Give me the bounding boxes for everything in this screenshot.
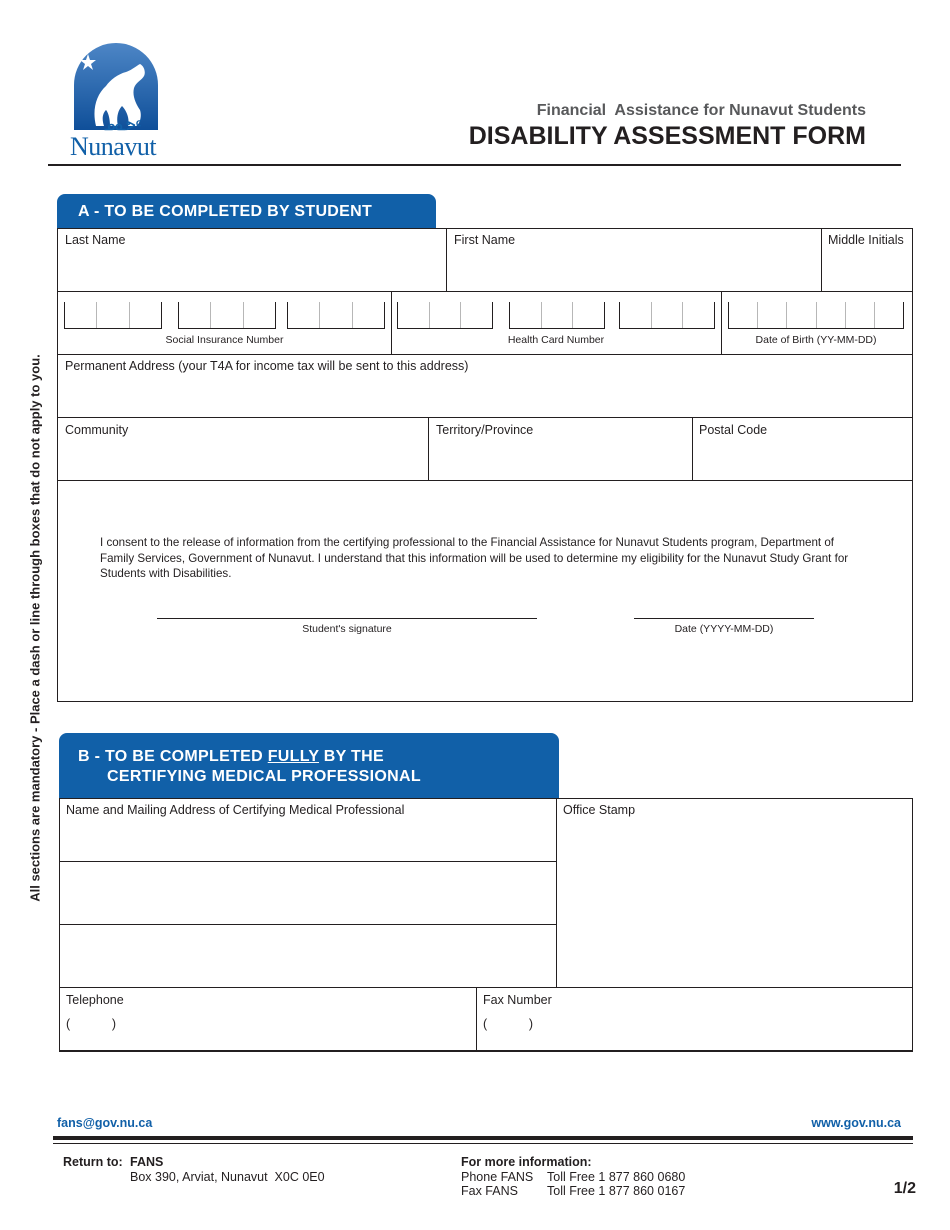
- return-label: Return to:: [63, 1155, 123, 1169]
- nunavut-logo: [66, 40, 166, 161]
- footer-rule-thin: [53, 1143, 913, 1144]
- section-b-heading-line1: [78, 747, 559, 767]
- section-b-heading-suffix: BY THE: [319, 748, 384, 765]
- name-address-field[interactable]: Name and Mailing Address of Certifying Medical Professional: [66, 803, 405, 817]
- dob-label: Date of Birth (YY-MM-DD): [755, 334, 877, 346]
- signature-label: Student's signature: [302, 623, 392, 635]
- footer-rule-thick: [53, 1136, 913, 1140]
- date-line[interactable]: [634, 618, 814, 619]
- telephone-label: Telephone: [66, 993, 124, 1007]
- divider: [59, 861, 556, 862]
- divider: [57, 291, 913, 292]
- logo-syllabics: ᓄᓇᕗᑦ: [104, 118, 142, 133]
- section-b-box: [59, 798, 913, 1052]
- health-card-group-2[interactable]: [509, 302, 605, 329]
- return-name: FANS: [130, 1155, 164, 1169]
- sin-group-1[interactable]: [64, 302, 162, 329]
- section-b-header: [59, 733, 559, 799]
- consent-text: I consent to the release of information from the certifying professional to the Financial Assistance for Nunavut Students program, Department of Family Services, Government of Nunavut. I understand that this information will be used to determine my eligibility for the Nunavut Study Grant for Students with Disabilities.: [100, 536, 849, 580]
- sin-group-2[interactable]: [178, 302, 276, 329]
- health-card-group-3[interactable]: [619, 302, 715, 329]
- office-stamp-field[interactable]: Office Stamp: [563, 803, 636, 817]
- phone-label: Phone FANS: [461, 1170, 534, 1184]
- divider: [692, 417, 693, 480]
- middle-initials-field[interactable]: Middle Initials: [828, 233, 904, 247]
- postal-code-field[interactable]: Postal Code: [699, 423, 768, 437]
- health-card-label: Health Card Number: [507, 334, 605, 346]
- section-b-heading-line2: CERTIFYING MEDICAL PROFESSIONAL: [107, 768, 421, 785]
- divider: [821, 228, 822, 291]
- return-address: Box 390, Arviat, Nunavut X0C 0E0: [130, 1170, 325, 1184]
- section-a-header: A - TO BE COMPLETED BY STUDENT: [57, 194, 436, 228]
- fax-fans-label: Fax FANS: [461, 1184, 518, 1198]
- divider: [721, 291, 722, 354]
- territory-field[interactable]: Territory/Province: [436, 423, 534, 437]
- info-title: For more information:: [461, 1155, 592, 1169]
- divider: [57, 354, 913, 355]
- divider: [57, 417, 913, 418]
- fax-input[interactable]: ( ): [483, 1017, 533, 1031]
- divider: [476, 987, 477, 1051]
- divider: [556, 798, 557, 988]
- address-field[interactable]: Permanent Address (your T4A for income tax will be sent to this address): [65, 359, 469, 373]
- divider: [391, 291, 392, 354]
- sin-group-3[interactable]: [287, 302, 385, 329]
- form-subtitle: Financial Assistance for Nunavut Students: [536, 102, 866, 119]
- dob-group[interactable]: [728, 302, 904, 329]
- last-name-field[interactable]: Last Name: [65, 233, 126, 247]
- community-field[interactable]: Community: [65, 423, 129, 437]
- first-name-field[interactable]: First Name: [454, 233, 516, 247]
- divider: [446, 228, 447, 291]
- health-card-group-1[interactable]: [397, 302, 493, 329]
- fax-label: Fax Number: [483, 993, 552, 1007]
- section-b-heading-prefix: B - TO BE COMPLETED: [78, 748, 268, 765]
- divider: [59, 987, 913, 988]
- phone-value: Toll Free 1 877 860 0680: [547, 1170, 686, 1184]
- footer-email[interactable]: fans@gov.nu.ca: [57, 1116, 153, 1130]
- logo-wordmark: Nunavut: [70, 132, 157, 161]
- side-note: All sections are mandatory - Place a dash or line through boxes that do not apply to you.: [27, 354, 43, 902]
- page-number: 1/2: [893, 1180, 916, 1197]
- footer-website[interactable]: www.gov.nu.ca: [811, 1116, 901, 1130]
- divider: [57, 480, 913, 481]
- date-label: Date (YYYY-MM-DD): [674, 623, 774, 635]
- signature-line[interactable]: [157, 618, 537, 619]
- divider: [428, 417, 429, 480]
- section-b-heading-emphasis: FULLY: [267, 748, 320, 765]
- polar-bear-icon: [66, 40, 166, 130]
- header-rule: [48, 164, 901, 166]
- form-title: DISABILITY ASSESSMENT FORM: [468, 122, 866, 150]
- telephone-input[interactable]: ( ): [66, 1017, 116, 1031]
- sin-label: Social Insurance Number: [165, 334, 284, 346]
- fax-fans-value: Toll Free 1 877 860 0167: [547, 1184, 686, 1198]
- divider: [59, 924, 556, 925]
